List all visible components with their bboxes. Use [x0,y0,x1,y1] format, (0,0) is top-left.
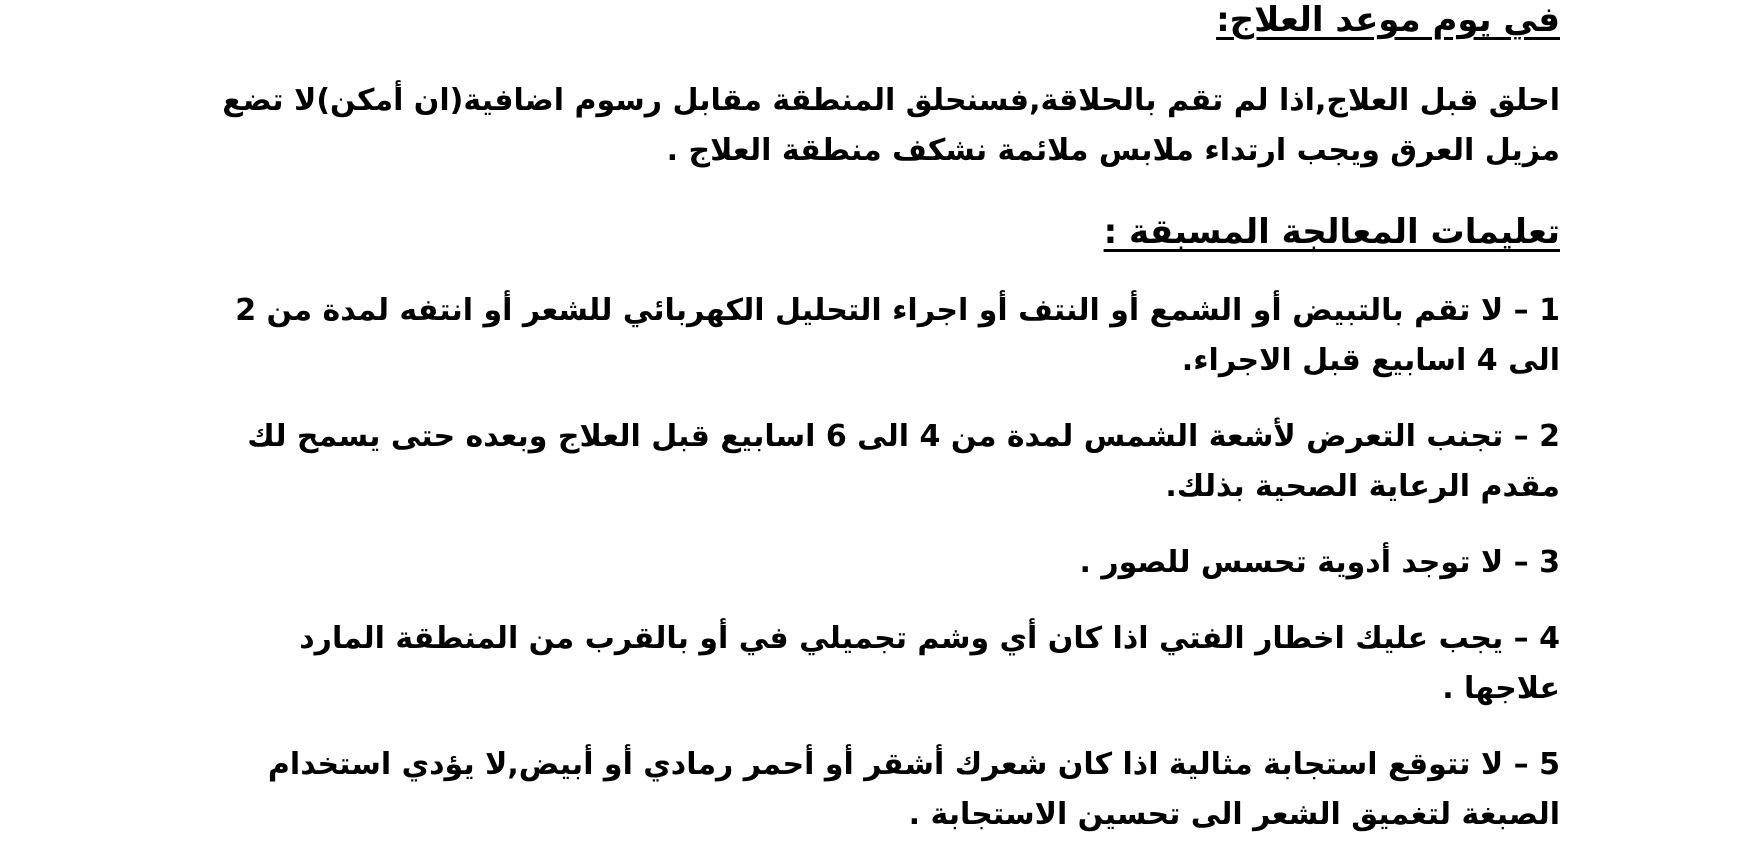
list-item: 3 – لا توجد أدوية تحسس للصور . [1079,545,1560,580]
list-item: 4 – يجب عليك اخطار الفتي اذا كان أي وشم تجميلي في أو بالقرب من المنطقة المارد علاجها . [299,621,1560,706]
list-item: 5 – لا تتوقع استجابة مثالية اذا كان شعرك أشقر أو أحمر رمادي أو أبيض,لا يؤدي استخدام الصبغة لتغميق الشعر الى تحسين الاستجابة . [267,747,1560,832]
pretreatment-instructions-heading: تعليمات المعالجة المسبقة : [1103,212,1560,252]
treatment-day-heading: في يوم موعد العلاج: [1216,0,1560,40]
list-item: 2 – تجنب التعرض لأشعة الشمس لمدة من 4 الى 6 اسابيع قبل العلاج وبعده حتى يسمح لك مقدم الرعاية الصحية بذلك. [247,419,1560,504]
treatment-day-paragraph: احلق قبل العلاج,اذا لم تقم بالحلاقة,فسنحلق المنطقة مقابل رسوم اضافية(ان أمكن)لا تضع مزيل العرق ويجب ارتداء ملابس ملائمة نشكف منطقة العلاج . [222,83,1560,168]
list-item: 1 – لا تقم بالتبيض أو الشمع أو النتف أو اجراء التحليل الكهربائي للشعر أو انتفه لمدة من 2 الى 4 اسابيع قبل الاجراء. [235,293,1560,378]
instructions-list [200,286,1560,866]
